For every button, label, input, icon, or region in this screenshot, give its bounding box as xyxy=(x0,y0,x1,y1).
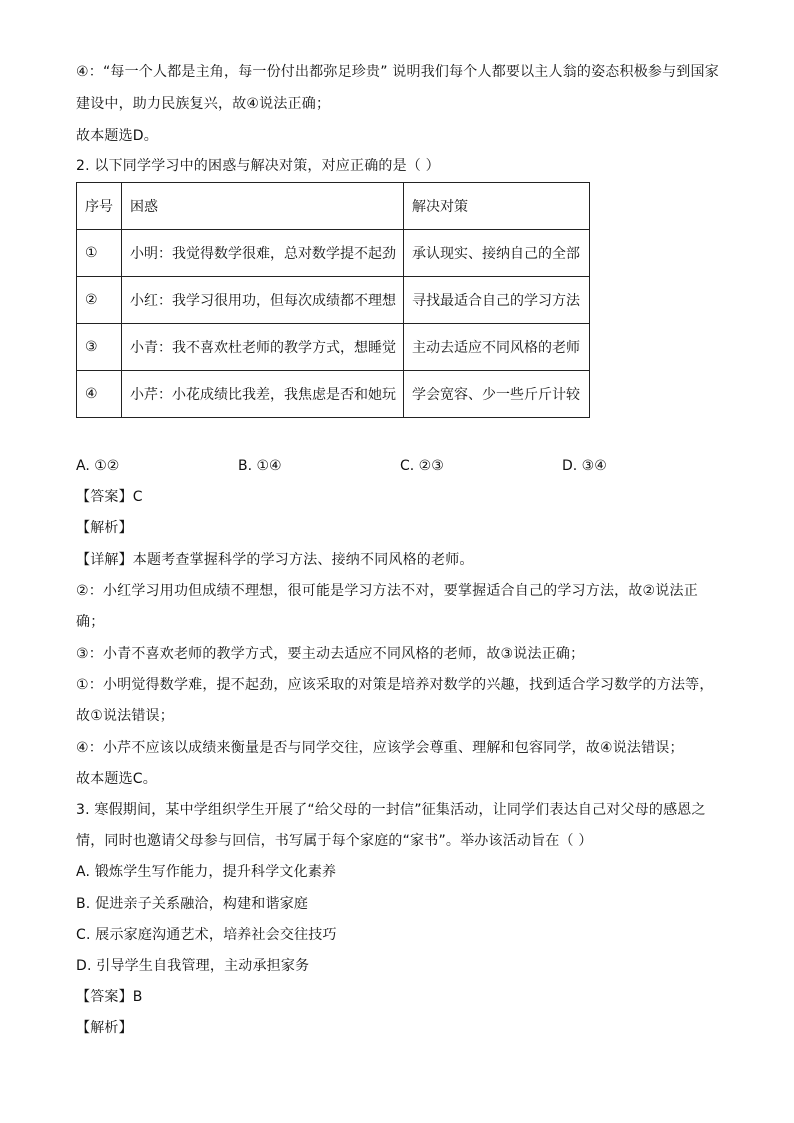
table-cell: 小芹：小花成绩比我差，我焦虑是否和她玩 xyxy=(122,371,404,418)
question-2-table xyxy=(76,182,590,418)
detail-line: 【详解】本题考查掌握科学的学习方法、接纳不同风格的老师。 xyxy=(76,552,474,568)
detail-line: 故①说法错误； xyxy=(76,708,174,724)
table-header-row xyxy=(77,183,590,230)
option-c: C. ②③ xyxy=(400,458,444,474)
table-cell: 小明：我觉得数学很难，总对数学提不起劲 xyxy=(122,230,404,277)
option-d: D. 引导学生自我管理，主动承担家务 xyxy=(76,958,310,974)
table-cell: ③ xyxy=(77,324,122,371)
option-b: B. 促进亲子关系融洽，构建和谐家庭 xyxy=(76,896,309,912)
table-cell: ② xyxy=(77,277,122,324)
option-c: C. 展示家庭沟通艺术，培养社会交往技巧 xyxy=(76,927,337,943)
detail-line: ③：小青不喜欢老师的教学方式，要主动去适应不同风格的老师，故③说法正确； xyxy=(76,646,585,662)
detail-line: ①：小明觉得数学难，提不起劲，应该采取的对策是培养对数学的兴趣，找到适合学习数学的方法等， xyxy=(76,677,714,693)
question-2-answer: 【答案】C xyxy=(76,489,143,505)
table-cell: 小青：我不喜欢杜老师的教学方式，想睡觉 xyxy=(122,324,404,371)
question-3-stem-line-1: 3. 寒假期间，某中学组织学生开展了“给父母的一封信”征集活动，让同学们表达自己对父母的感恩之 xyxy=(76,802,706,818)
table-cell: 学会宽容、少一些斤斤计较 xyxy=(404,371,590,418)
table-row xyxy=(77,324,590,371)
table-row xyxy=(77,277,590,324)
option-a: A. 锻炼学生写作能力，提升科学文化素养 xyxy=(76,864,337,880)
table-header-cell: 序号 xyxy=(77,183,122,230)
question-3-answer: 【答案】B xyxy=(76,989,143,1005)
detail-line: ②：小红学习用功但成绩不理想，很可能是学习方法不对，要掌握适合自己的学习方法，故②说法正 xyxy=(76,583,698,599)
detail-line: 故本题选C。 xyxy=(76,771,157,787)
table-row xyxy=(77,230,590,277)
question-3-stem-line-2: 情，同时也邀请父母参与回信，书写属于每个家庭的“家书”。举办该活动旨在（ ） xyxy=(76,833,593,849)
table-cell: 小红：我学习很用功，但每次成绩都不理想 xyxy=(122,277,404,324)
option-b: B. ①④ xyxy=(238,458,282,474)
intro-line-3: 故本题选D。 xyxy=(76,128,158,144)
table-cell: ① xyxy=(77,230,122,277)
question-2-stem: 2. 以下同学学习中的困惑与解决对策，对应正确的是（ ） xyxy=(76,158,440,174)
intro-line-1: ④：“每一个人都是主角，每一份付出都弥足珍贵” 说明我们每个人都要以主人翁的姿态积极参与到国家 xyxy=(76,64,719,80)
detail-line: 确； xyxy=(76,614,105,630)
option-a: A. ①② xyxy=(76,458,120,474)
table-header-cell: 困惑 xyxy=(122,183,404,230)
detail-line: ④：小芹不应该以成绩来衡量是否与同学交往，应该学会尊重、理解和包容同学，故④说法错误； xyxy=(76,740,684,756)
table-cell: ④ xyxy=(77,371,122,418)
table-cell: 主动去适应不同风格的老师 xyxy=(404,324,590,371)
table-cell: 寻找最适合自己的学习方法 xyxy=(404,277,590,324)
question-2-analysis-label: 【解析】 xyxy=(76,520,133,536)
table-cell: 承认现实、接纳自己的全部 xyxy=(404,230,590,277)
table-header-cell: 解决对策 xyxy=(404,183,590,230)
question-3-analysis-label: 【解析】 xyxy=(76,1020,133,1036)
table-row xyxy=(77,371,590,418)
intro-line-2: 建设中，助力民族复兴，故④说法正确； xyxy=(76,96,331,112)
option-d: D. ③④ xyxy=(562,458,607,474)
